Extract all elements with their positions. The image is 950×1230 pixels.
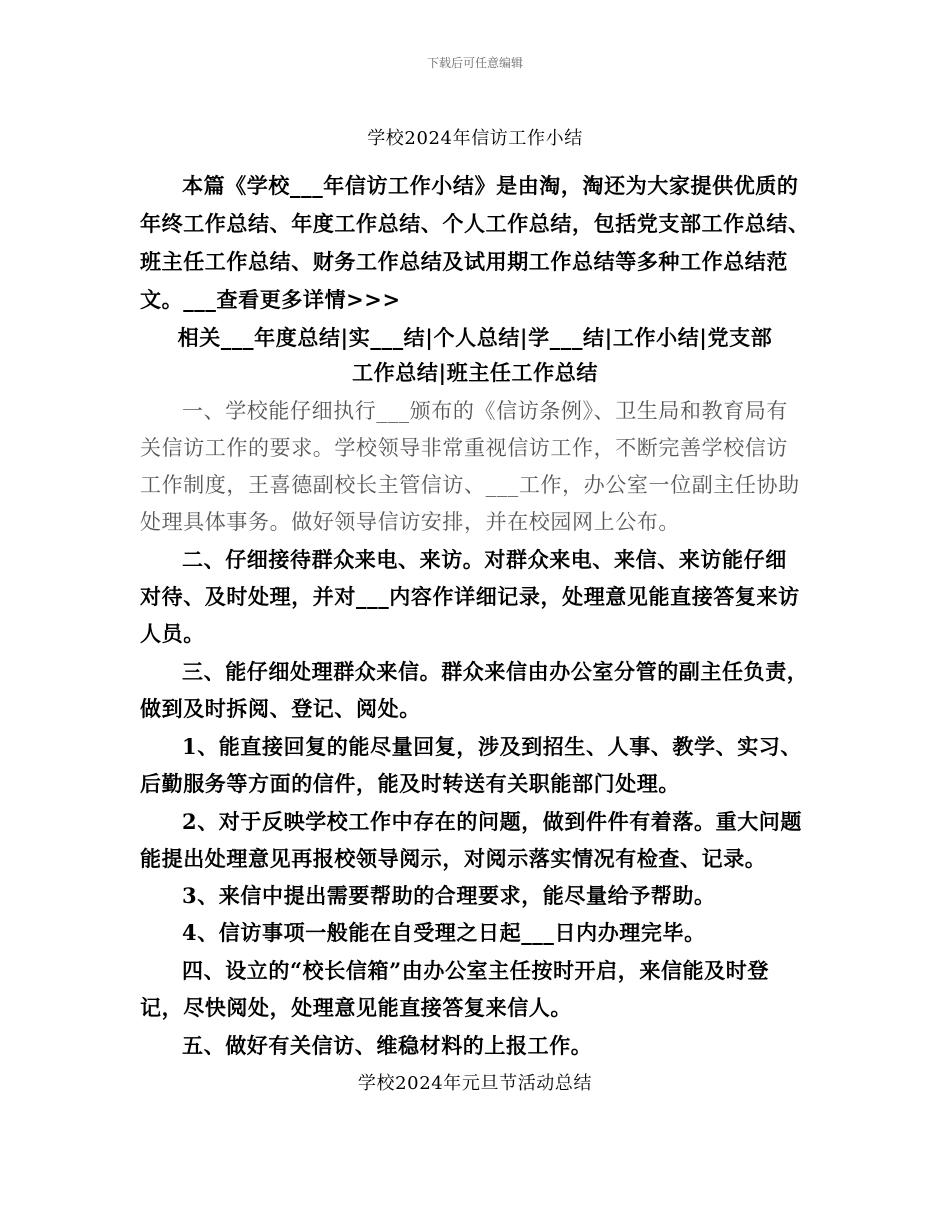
item-2-line: 能提出处理意见再报校领导阅示，对阅示落实情况有检查、记录。 bbox=[140, 846, 767, 871]
section-4-line: 记，尽快阅处，处理意见能直接答复来信人。 bbox=[140, 995, 572, 1020]
intro-line: 文。___查看更多详情>>> bbox=[140, 287, 401, 312]
section-4-line: 四、设立的“校长信箱”由办公室主任按时开启，来信能及时登 bbox=[182, 958, 769, 983]
section-1-line: 一、学校能仔细执行___颁布的《信访条例》、卫生局和教育局有 bbox=[182, 399, 788, 423]
page-header: 下载后可任意编辑 bbox=[426, 56, 523, 70]
intro-line: 本篇《学校___年信访工作小结》是由淘，淘还为大家提供优质的 bbox=[182, 173, 799, 198]
related-links: 相关___年度总结|实___结|个人总结|学___结|工作小结|党支部 bbox=[177, 325, 773, 350]
section-1-line: 处理具体事务。做好领导信访安排，并在校园网上公布。 bbox=[140, 510, 680, 534]
intro-line: 年终工作总结、年度工作总结、个人工作总结，包括党支部工作总结、 bbox=[140, 211, 810, 236]
section-5-line: 五、做好有关信访、维稳材料的上报工作。 bbox=[182, 1033, 593, 1058]
section-1-line: 工作制度，王喜德副校长主管信访、___工作，办公室一位副主任协助 bbox=[140, 473, 800, 497]
section-3-line: 三、能仔细处理群众来信。群众来信由办公室分管的副主任负责， bbox=[182, 659, 809, 684]
intro-line: 班主任工作总结、财务工作总结及试用期工作总结等多种工作总结范 bbox=[140, 249, 788, 274]
document-title: 学校2024年信访工作小结 bbox=[367, 128, 583, 149]
section-2-line: 人员。 bbox=[140, 621, 205, 646]
next-document-title: 学校2024年元旦节活动总结 bbox=[357, 1073, 593, 1094]
section-1-line: 关信访工作的要求。学校领导非常重视信访工作，不断完善学校信访 bbox=[140, 436, 788, 460]
item-1-line: 1、能直接回复的能尽量回复，涉及到招生、人事、教学、实习、 bbox=[182, 734, 803, 759]
section-2-line: 对待、及时处理，并对___内容作详细记录，处理意见能直接答复来访 bbox=[140, 584, 800, 609]
section-2-line: 二、仔细接待群众来电、来访。对群众来电、来信、来访能仔细 bbox=[182, 547, 787, 572]
related-links: 工作总结|班主任工作总结 bbox=[352, 360, 598, 385]
item-3-line: 3、来信中提出需要帮助的合理要求，能尽量给予帮助。 bbox=[182, 883, 716, 908]
item-1-line: 后勤服务等方面的信件，能及时转送有关职能部门处理。 bbox=[140, 771, 680, 796]
item-2-line: 2、对于反映学校工作中存在的问题，做到件件有着落。重大问题 bbox=[182, 809, 803, 834]
item-4-line: 4、信访事项一般能在自受理之日起___日内办理完毕。 bbox=[182, 920, 706, 945]
section-3-line: 做到及时拆阅、登记、阅处。 bbox=[140, 696, 421, 721]
